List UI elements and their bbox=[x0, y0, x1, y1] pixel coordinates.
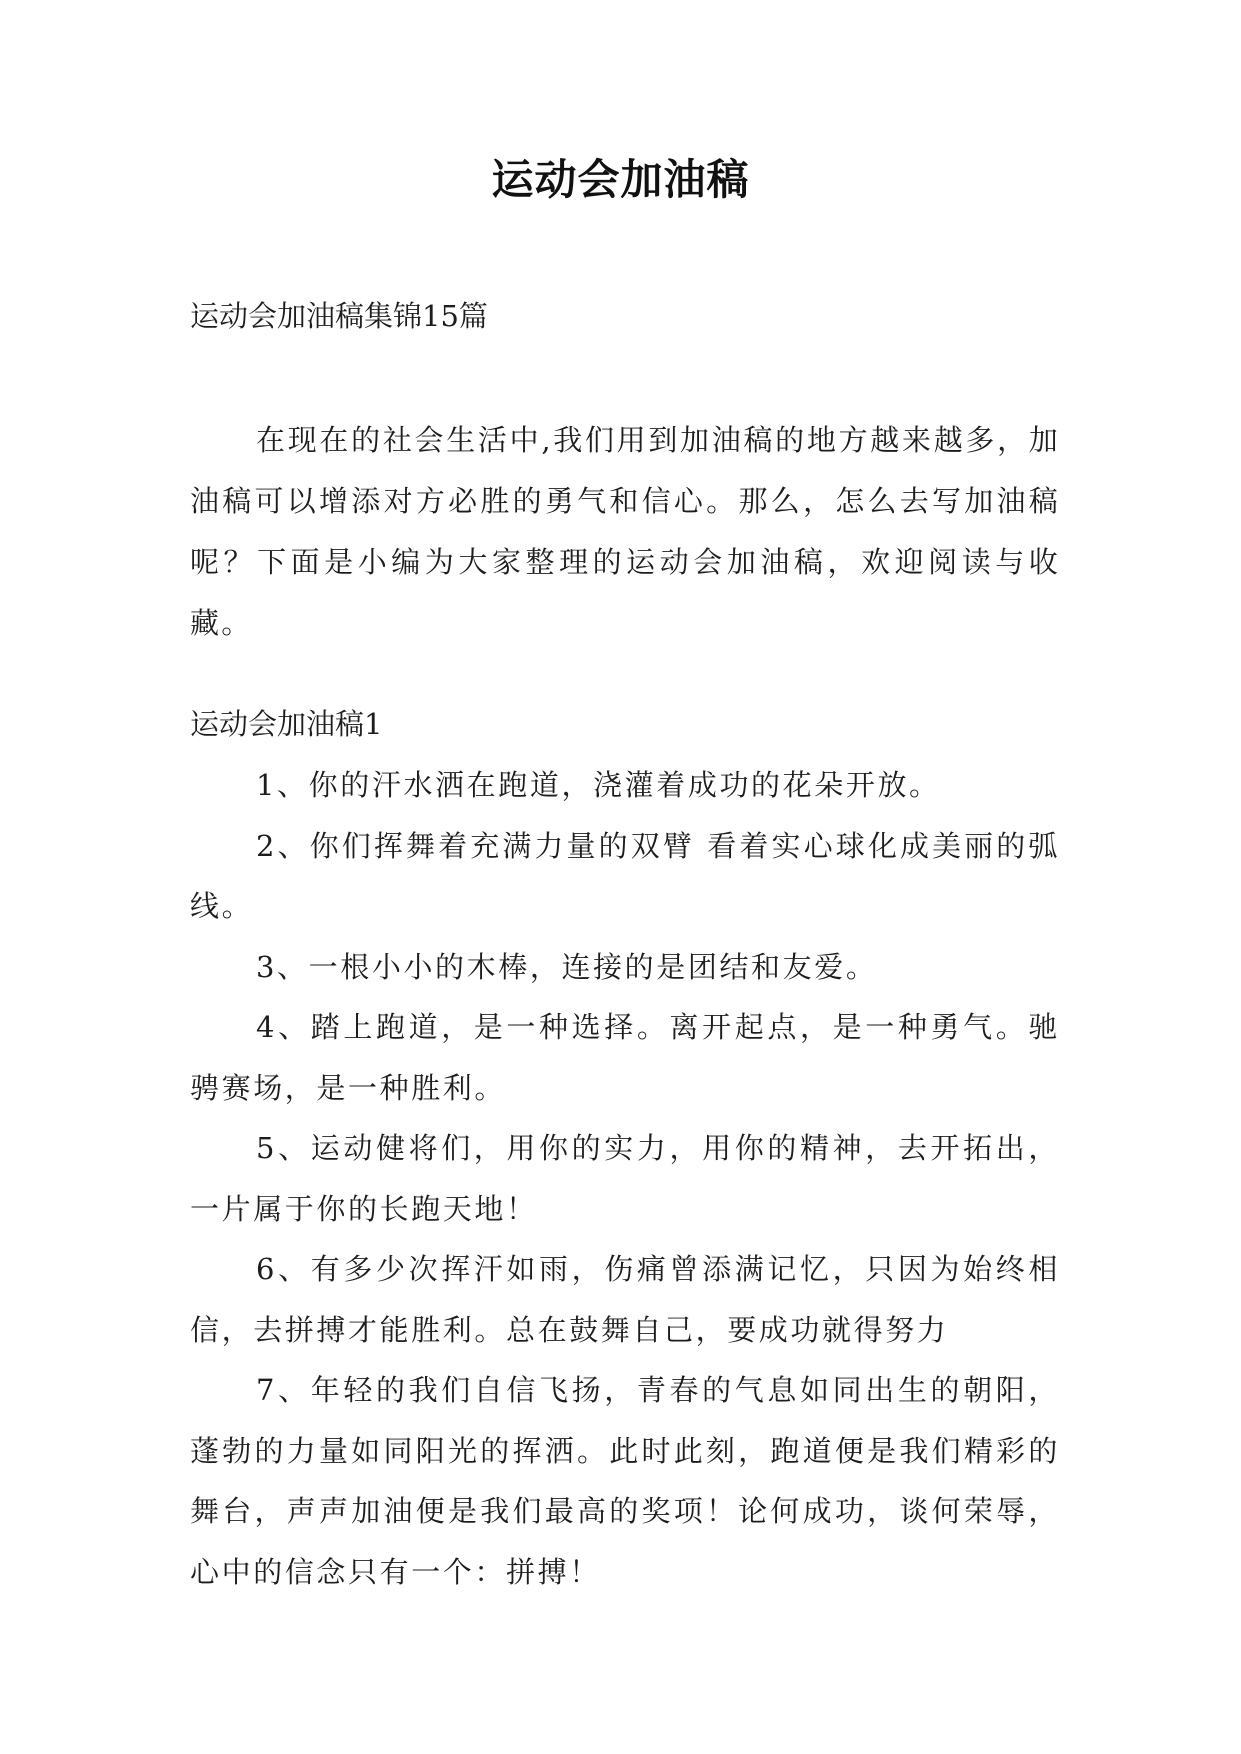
list-item: 7、年轻的我们自信飞扬，青春的气息如同出生的朝阳，蓬勃的力量如同阳光的挥洒。此时此刻，跑道便是我们精彩的舞台，声声加油便是我们最高的奖项！论何成功，谈何荣辱，心中的信念只有一个：拼搏！ bbox=[190, 1373, 1060, 1589]
list-item: 6、有多少次挥汗如雨，伤痛曾添满记忆，只因为始终相信，去拼搏才能胜利。总在鼓舞自己，要成功就得努力 bbox=[190, 1252, 1060, 1347]
cheer-list bbox=[190, 755, 1060, 1602]
document-title: 运动会加油稿 bbox=[491, 155, 750, 204]
list-item: 4、踏上跑道，是一种选择。离开起点，是一种勇气。驰骋赛场，是一种胜利。 bbox=[190, 1010, 1060, 1105]
list-item: 2、你们挥舞着充满力量的双臂 看着实心球化成美丽的弧线。 bbox=[190, 828, 1060, 923]
document-subtitle: 运动会加油稿集锦15篇 bbox=[190, 299, 488, 333]
intro-paragraph: 在现在的社会生活中,我们用到加油稿的地方越来越多，加油稿可以增添对方必胜的勇气和信心。那么，怎么去写加油稿呢？下面是小编为大家整理的运动会加油稿，欢迎阅读与收藏。 bbox=[190, 423, 1060, 640]
section-heading: 运动会加油稿1 bbox=[190, 707, 383, 741]
list-item: 1、你的汗水洒在跑道，浇灌着成功的花朵开放。 bbox=[256, 768, 941, 802]
list-item: 3、一根小小的木棒，连接的是团结和友爱。 bbox=[256, 949, 878, 984]
list-item: 5、运动健将们，用你的实力，用你的精神，去开拓出，一片属于你的长跑天地！ bbox=[190, 1131, 1060, 1226]
